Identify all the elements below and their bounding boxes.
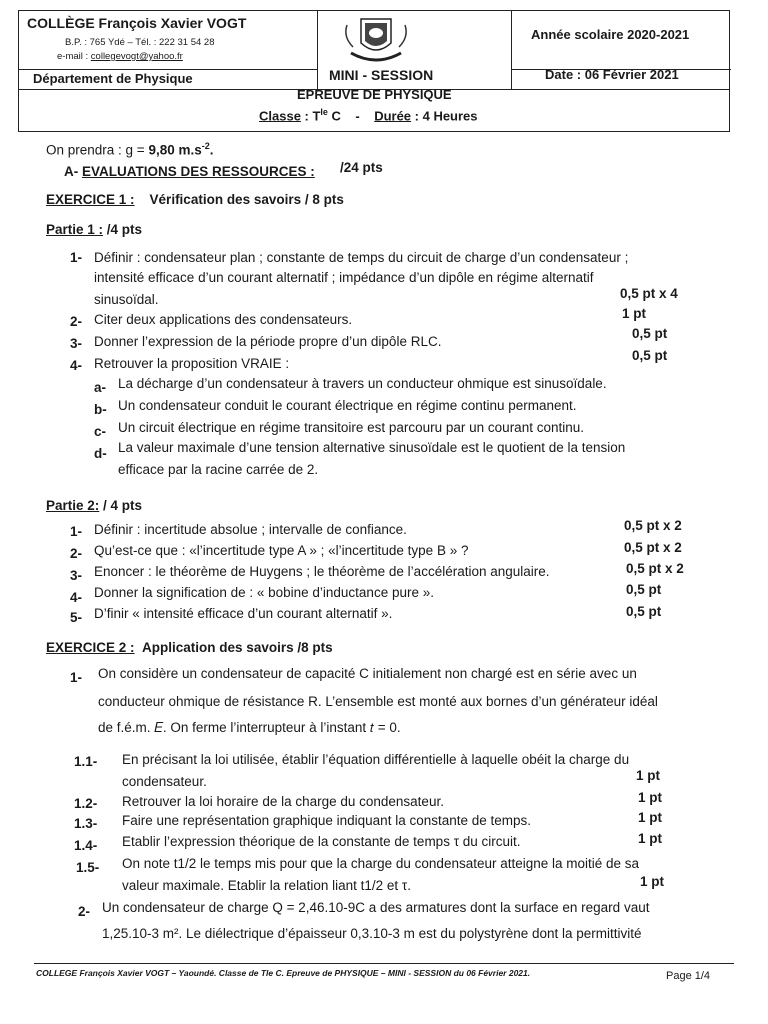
exam-title: EPREUVE DE PHYSIQUE [297,87,452,102]
question-number: 4- [70,358,83,373]
duration-label: Durée [374,108,412,124]
duration-value: : 4 Heures [411,108,478,124]
email-link[interactable]: collegevogt@yahoo.fr [90,51,183,62]
question-number: 2- [70,314,83,329]
question-number: 4- [70,590,83,605]
question-number: 3- [70,336,83,351]
exercise-2-label: EXERCICE 2 : [46,640,135,655]
session-title: MINI - SESSION [329,67,434,83]
subquestion-number: 1.4- [74,838,98,853]
question-text: En précisant la loi utilisée, établir l’équation différentielle à laquelle obéit la charge du [122,752,630,767]
choice-text: La décharge d’un condensateur à travers un conducteur ohmique est sinusoïdale. [118,376,607,391]
school-email [57,51,183,62]
question-number: 1- [70,250,83,265]
question-text: 1,25.10-3 m². Le diélectrique d’épaisseur 0,3.10-3 m est du polystyrène dont la permittivité [102,926,642,941]
subquestion-number: 1.3- [74,816,98,831]
question-text: conducteur ohmique de résistance R. L’ensemble est monté aux bornes d’un générateur idéal [98,694,658,709]
choice-letter: b- [94,402,107,417]
class-value: : T [300,108,321,124]
question-points: 1 pt [638,810,663,825]
subquestion-number: 1.1- [74,754,98,769]
question-text: Qu’est-ce que : «l’incertitude type A » ; «l’incertitude type B » ? [94,543,469,558]
question-points: 1 pt [638,790,663,805]
choice-letter: c- [94,424,107,439]
question-text: intensité efficace d’un courant alternatif ; impédance d’un dipôle en régime alternatif [94,270,594,285]
question-number: 1- [70,524,83,539]
question-text: Retrouver la loi horaire de la charge du condensateur. [122,794,444,809]
part-2-heading [46,498,142,514]
question-text: On note t1/2 le temps mis pour que la charge du condensateur atteigne la moitié de sa [122,856,640,871]
question-text: Définir : incertitude absolue ; intervalle de confiance. [94,522,407,537]
question-points: 0,5 pt [632,348,668,363]
question-points: 0,5 pt [626,582,662,597]
footer-text: COLLEGE François Xavier VOGT – Yaoundé. Classe de Tle C. Epreuve de PHYSIQUE – MINI - SESSION du 06 Février 2021. [36,968,531,978]
exam-header [18,10,730,132]
question-text: sinusoïdal. [94,292,159,307]
question-text: Enoncer : le théorème de Huygens ; le théorème de l’accélération angulaire. [94,564,550,579]
section-a-title: EVALUATIONS DES RESSOURCES : [82,164,315,179]
exercise-2-title: Application des savoirs /8 pts [142,640,333,655]
question-text: Définir : condensateur plan ; constante de temps du circuit de charge d’un condensateur ; [94,250,629,265]
gravity-text: On prendra : g = [46,142,149,158]
question-points: 0,5 pt x 4 [620,286,678,301]
question-text: Faire une représentation graphique indiquant la constante de temps. [122,813,532,828]
choice-letter: d- [94,446,107,461]
class-duration [259,107,478,123]
school-crest-logo [341,13,411,67]
question-points: 0,5 pt x 2 [624,518,682,533]
school-year: Année scolaire 2020-2021 [531,27,690,42]
question-number: 2- [78,904,91,919]
choice-text: Un condensateur conduit le courant électrique en régime continu permanent. [118,398,577,413]
question-points: 1 pt [622,306,647,321]
gravity-value: 9,80 m.s [148,142,202,158]
gravity-note [46,138,214,159]
gravity-exp: -2 [201,141,210,151]
question-text: Retrouver la proposition VRAIE : [94,356,290,371]
question-points: 0,5 pt x 2 [626,561,684,576]
gravity-end: . [209,142,214,158]
part-2-points: / 4 pts [99,498,143,513]
class-sup: le [320,107,328,117]
question-number: 1- [70,670,83,685]
school-address: B.P. : 765 Ydé – Tél. : 222 31 54 28 [65,37,215,48]
part-1-heading [46,222,142,238]
question-points: 1 pt [636,768,661,783]
question-number: 2- [70,546,83,561]
section-a-points: /24 pts [340,160,383,175]
part-1-label: Partie 1 : [46,222,104,237]
class-end: C [327,108,341,124]
exercise-1-title: Vérification des savoirs / 8 pts [149,192,344,207]
divider [511,11,512,89]
department: Département de Physique [33,71,193,86]
question-points: 0,5 pt [626,604,662,619]
question-text: Citer deux applications des condensateurs. [94,312,353,327]
divider [317,11,318,89]
question-points: 1 pt [638,831,663,846]
section-a-prefix: A- [64,164,82,179]
choice-text: efficace par la racine carrée de 2. [118,462,319,477]
choice-text: La valeur maximale d’une tension alternative sinusoïdale est le quotient de la tension [118,440,626,455]
question-text: On considère un condensateur de capacité C initialement non chargé est en série avec un [98,666,637,681]
exercise-1-heading [46,192,344,208]
question-text: Donner la signification de : « bobine d’inductance pure ». [94,585,434,600]
question-points: 0,5 pt x 2 [624,540,682,555]
part-1-points: /4 pts [103,222,143,237]
exercise-2-heading [46,640,333,656]
question-text: valeur maximale. Etablir la relation liant t1/2 et τ. [122,878,411,893]
section-a-heading [64,164,315,180]
question-text: de f.é.m. 𝐸. On ferme l’interrupteur à l’instant 𝑡 = 0. [98,720,401,735]
divider [19,69,317,70]
subquestion-number: 1.2- [74,796,98,811]
subquestion-number: 1.5- [76,860,100,875]
part-2-label: Partie 2: [46,498,100,513]
choice-text: Un circuit électrique en régime transitoire est parcouru par un courant continu. [118,420,584,435]
page-number: Page 1/4 [666,970,711,982]
choice-letter: a- [94,380,107,395]
question-number: 3- [70,568,83,583]
email-label: e-mail : [57,51,91,62]
school-name: COLLÈGE François Xavier VOGT [27,15,247,31]
question-text: Donner l’expression de la période propre d’un dipôle RLC. [94,334,442,349]
question-text: Etablir l’expression théorique de la constante de temps τ du circuit. [122,834,521,849]
question-points: 0,5 pt [632,326,668,341]
exam-date: Date : 06 Février 2021 [545,67,679,82]
question-number: 5- [70,610,83,625]
question-points: 1 pt [640,874,665,889]
question-text: Un condensateur de charge Q = 2,46.10-9C a des armatures dont la surface en regard vaut [102,900,650,915]
question-text: D’finir « intensité efficace d’un courant alternatif ». [94,606,393,621]
question-text: condensateur. [122,774,207,789]
exercise-1-label: EXERCICE 1 : [46,192,135,207]
separator: - [355,108,360,124]
class-label: Classe [259,108,301,124]
footer-divider [34,963,734,964]
